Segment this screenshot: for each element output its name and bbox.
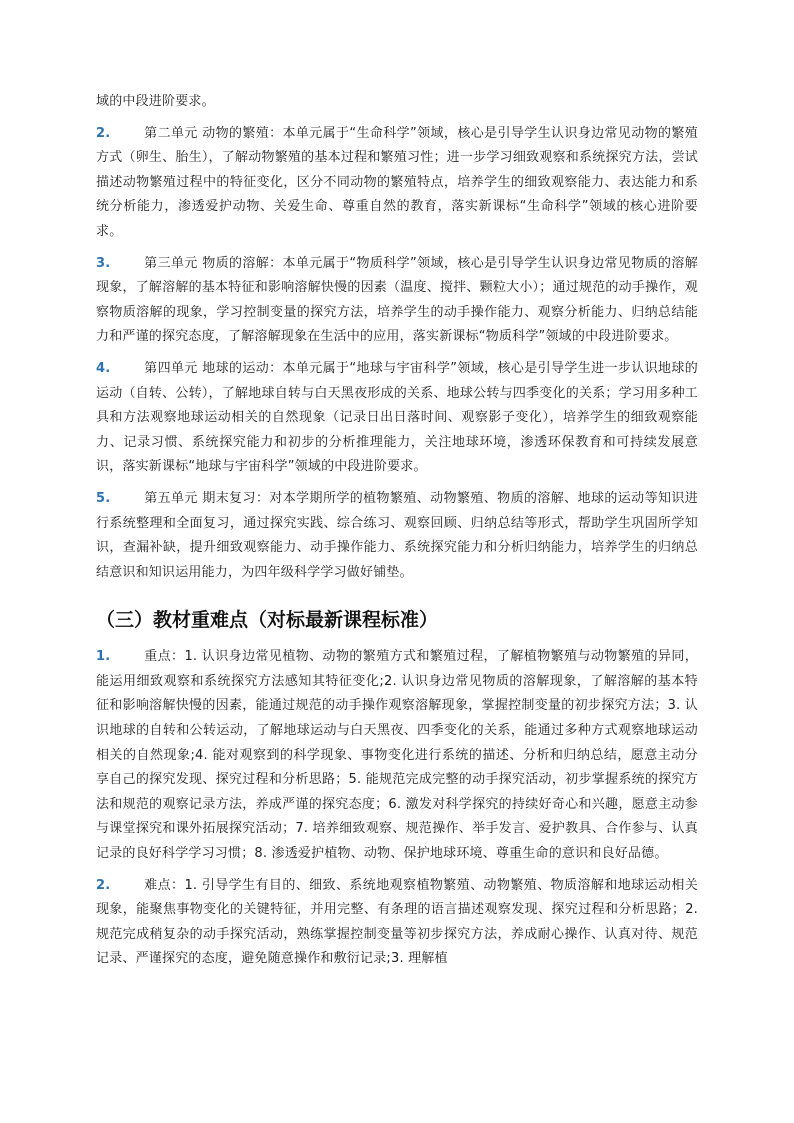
list-item xyxy=(96,487,698,585)
list-text: 重点：1. 认识身边常见植物、动物的繁殖方式和繁殖过程，了解植物繁殖与动物繁殖的异同，能运用细致观察和系统探究方法感知其特征变化;2. 认识身边常见物质的溶解现象，了解溶解的基本特征和影响溶解快慢的因素，能通过规范的动手操作观察溶解现象，掌握控制变量的初步探究方法；3. 认识地球的自转和公转运动，了解地球运动与白天黑夜、四季变化的关系，能通过多种方式观察地球运动相关的自然现象;4. 能对观察到的科学现象、事物变化进行系统的描述、分析和归纳总结，愿意主动分享自己的探究发现、探究过程和分析思路；5. 能规范完成完整的动手探究活动，初步掌握系统的探究方法和规范的观察记录方法，养成严谨的探究态度；6. 激发对科学探究的持续好奇心和兴趣，愿意主动参与课堂探究和课外拓展探究活动；7. 培养细致观察、规范操作、举手发言、爱护教具、合作参与、认真记录的良好科学学习习惯；8. 渗透爱护植物、动物、保护地球环境、尊重生命的意识和良好品德。 xyxy=(96,649,698,862)
list-text: 第五单元 期末复习：对本学期所学的植物繁殖、动物繁殖、物质的溶解、地球的运动等知识进行系统整理和全面复习，通过探究实践、综合练习、观察回顾、归纳总结等形式，帮助学生巩固所学知识，查漏补缺，提升细致观察能力、动手操作能力、系统探究能力和分析归纳能力，培养学生的归纳总结意识和知识运用能力，为四年级科学学习做好铺垫。 xyxy=(96,490,698,580)
list-text: 第四单元 地球的运动：本单元属于“地球与宇宙科学”领域，核心是引导学生进一步认识地球的运动（自转、公转），了解地球自转与白天黑夜形成的关系、地球公转与四季变化的关系；学习用多种工具和方法观察地球运动相关的自然现象（记录日出日落时间、观察影子变化），培养学生的细致观察能力、记录习惯、系统探究能力和初步的分析推理能力，关注地球环境，渗透环保教育和可持续发展意识，落实新课标“地球与宇宙科学”领域的中段进阶要求。 xyxy=(96,360,698,475)
list-number: 3. xyxy=(96,255,111,271)
document-body xyxy=(96,90,698,979)
points-list xyxy=(96,645,698,972)
unit-list xyxy=(96,122,698,586)
list-number: 1. xyxy=(96,649,111,665)
list-number: 4. xyxy=(96,360,111,376)
list-item xyxy=(96,645,698,866)
section-heading: （三）教材重难点（对标最新课程标准） xyxy=(96,609,439,632)
list-text: 第三单元 物质的溶解：本单元属于“物质科学”领域，核心是引导学生认识身边常见物质的溶解现象，了解溶解的基本特征和影响溶解快慢的因素（温度、搅拌、颗粒大小）；通过规范的动手操作，观察物质溶解的现象，学习控制变量的探究方法，培养学生的动手操作能力、观察分析能力、归纳总结能力和严谨的探究态度，了解溶解现象在生活中的应用，落实新课标“物质科学”领域的中段进阶要求。 xyxy=(96,255,698,345)
list-number: 2. xyxy=(96,125,111,141)
list-item xyxy=(96,122,698,245)
list-item xyxy=(96,874,698,972)
continuation-paragraph: 域的中段进阶要求。 xyxy=(96,94,215,109)
list-item xyxy=(96,357,698,480)
list-text: 难点：1. 引导学生有目的、细致、系统地观察植物繁殖、动物繁殖、物质溶解和地球运动相关现象，能聚焦事物变化的关键特征，并用完整、有条理的语言描述观察发现、探究过程和分析思路；2. 规范完成稍复杂的动手探究活动，熟练掌握控制变量等初步探究方法，养成耐心操作、认真对待、规范记录、严谨探究的态度，避免随意操作和敷衍记录;3. 理解植 xyxy=(96,877,698,967)
list-number: 5. xyxy=(96,490,111,506)
list-number: 2. xyxy=(96,877,111,893)
list-item xyxy=(96,252,698,350)
list-text: 第二单元 动物的繁殖：本单元属于“生命科学”领域，核心是引导学生认识身边常见动物的繁殖方式（卵生、胎生），了解动物繁殖的基本过程和繁殖习性；进一步学习细致观察和系统探究方法，尝试描述动物繁殖过程中的特征变化，区分不同动物的繁殖特点，培养学生的细致观察能力、表达能力和系统分析能力，渗透爱护动物、关爱生命、尊重自然的教育，落实新课标“生命科学”领域的核心进阶要求。 xyxy=(96,125,698,239)
